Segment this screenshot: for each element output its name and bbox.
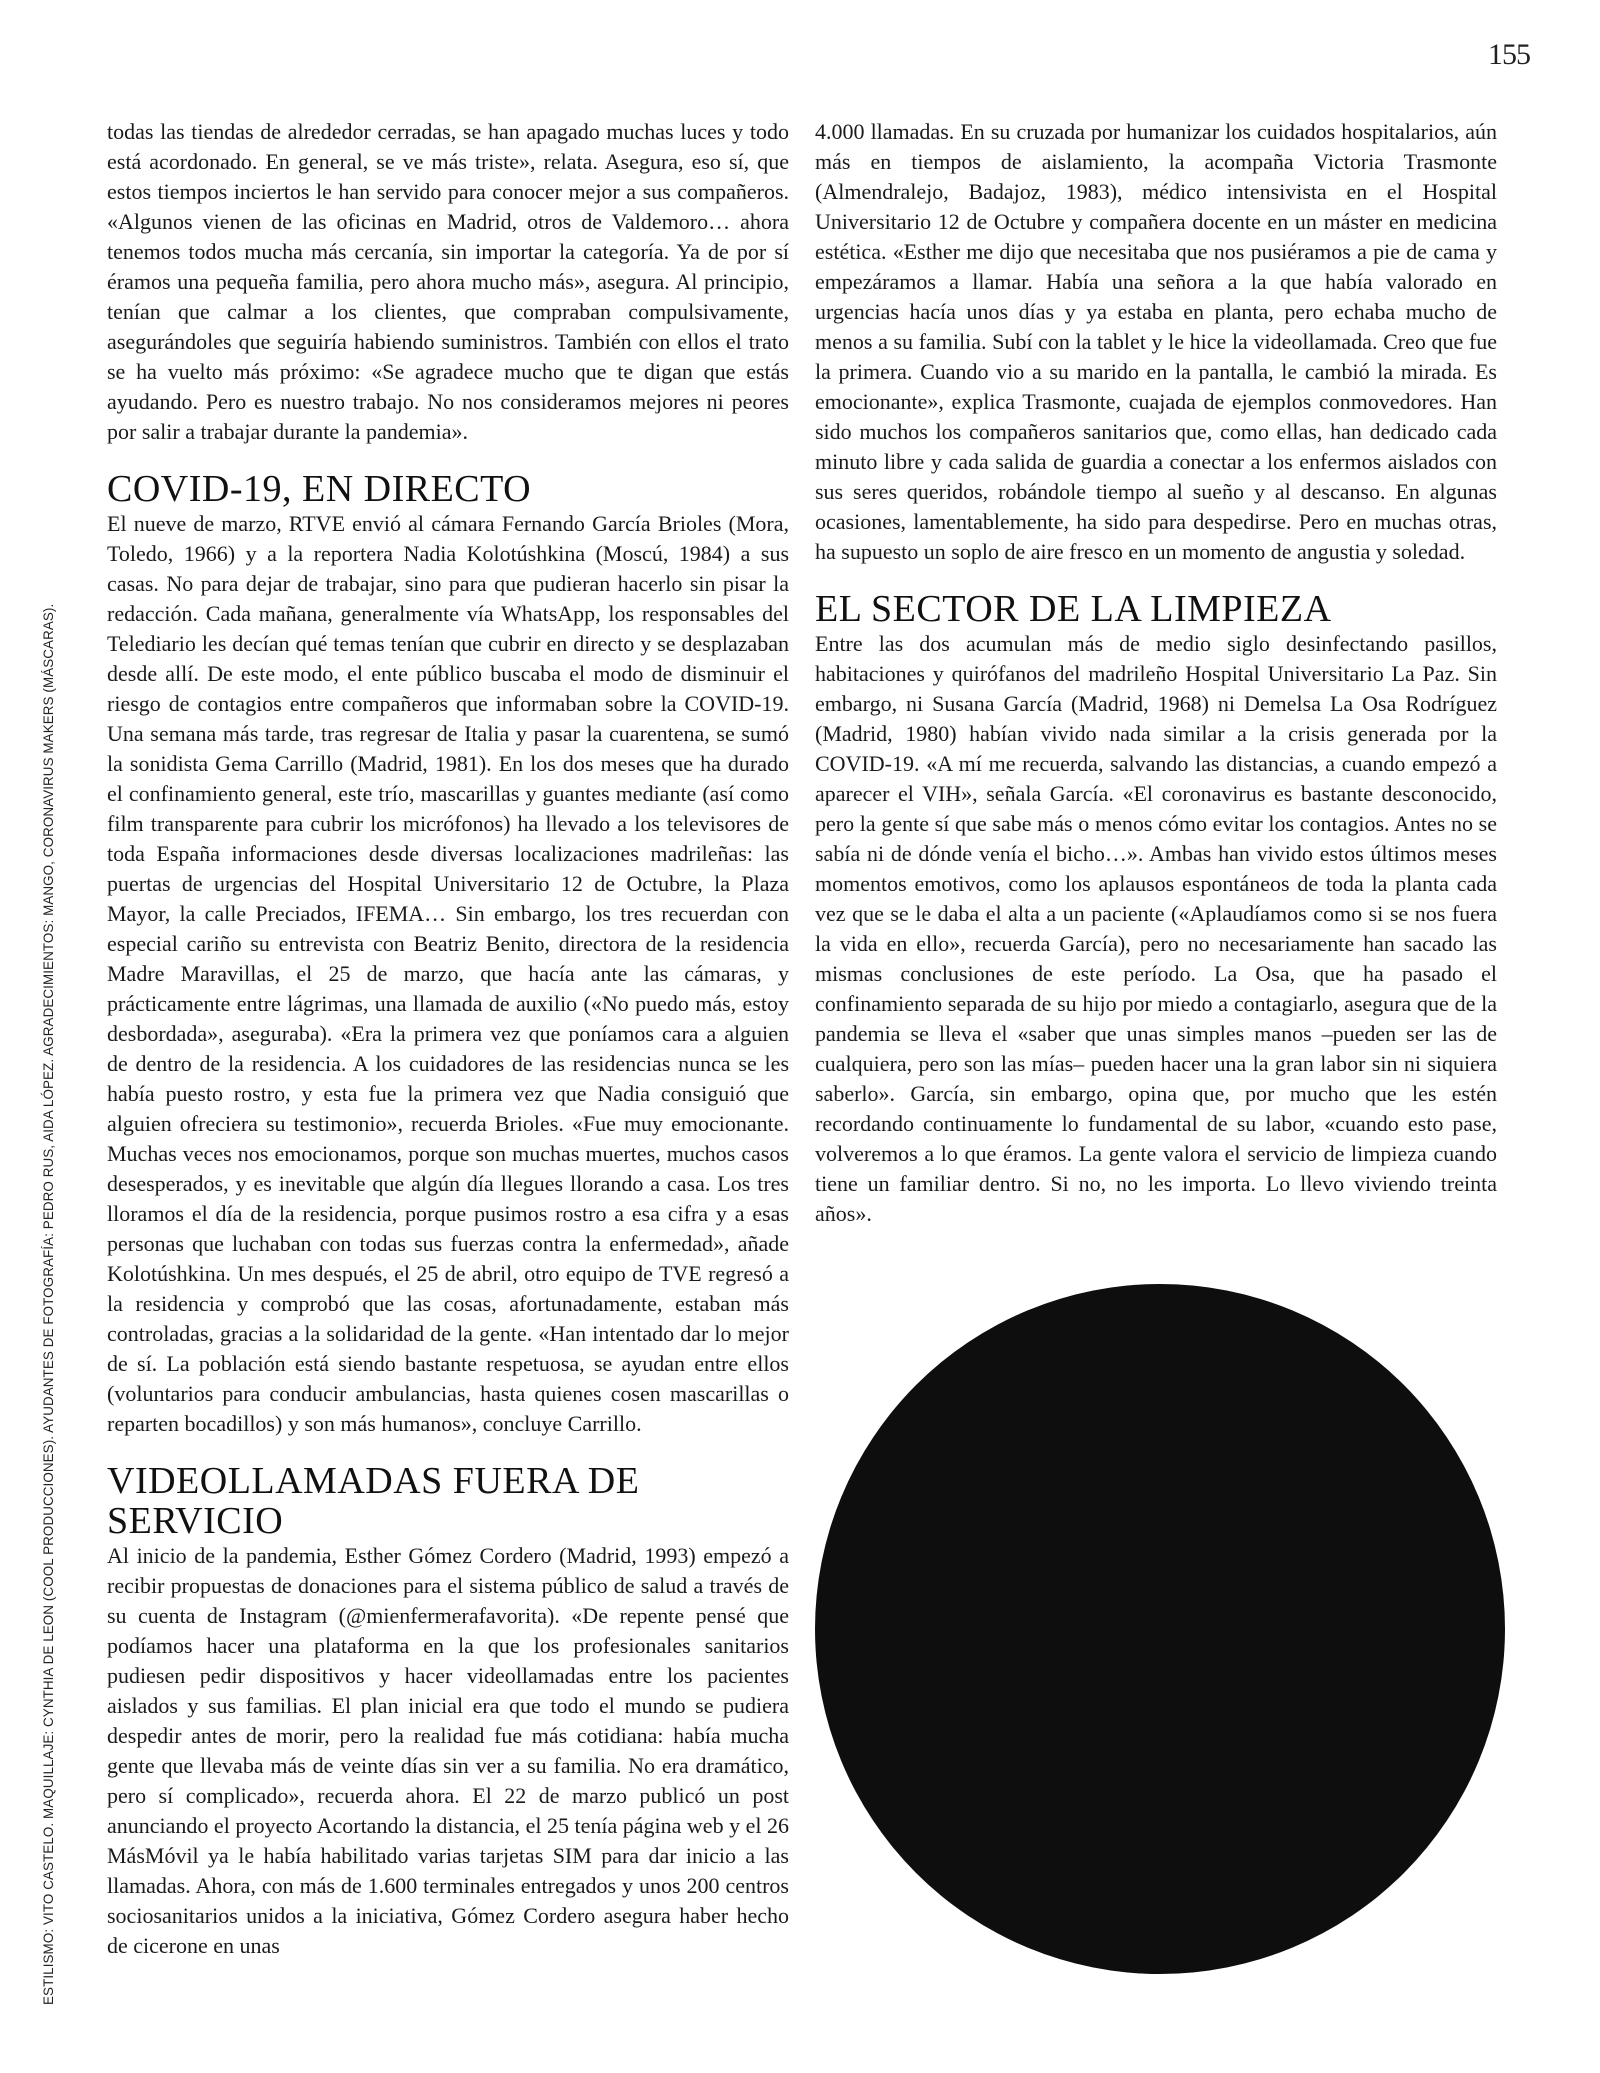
limpieza-paragraph: Entre las dos acumulan más de medio siglo desinfectando pasillos, habitaciones y quirófanos del madrileño Hospital Universitario La Paz. Sin embargo, ni Susana García (Madrid, 1968) ni Demelsa La Osa Rodríguez (Madrid, 1980) habían vivido nada similar a la crisis generada por la COVID-19. «A mí me recuerda, salvando las distancias, a cuando empezó a aparecer el VIH», señala García. «El coronavirus es bastante desconocido, pero la gente sí que sabe más o menos cómo evitar los contagios. Antes no se sabía ni de dónde venía el bicho…». Ambas han vivido estos últimos meses momentos emotivos, como los aplausos espontáneos de toda la planta cada vez que se le daba el alta a un paciente («Aplaudíamos como si se nos fuera la vida en ello», recuerda García), pero no necesariamente han sacado las mismas conclusiones de este período. La Osa, que ha pasado el confinamiento separada de su hijo por miedo a contagiarlo, asegura que de la pandemia se lleva el «saber que unas simples manos –pueden ser las de cualquiera, pero son las mías– pueden hacer una la gran labor sin ni siquiera saberlo». García, sin embargo, opina que, por mucho que les estén recordando continuamente lo fundamental de su labor, «cuando esto pase, volveremos a lo que éramos. La gente valora el servicio de limpieza cuando tiene un familiar dentro. Si no, no les importa. Lo llevo viviendo treinta años». bbox=[815, 631, 1497, 1226]
heading-videollamadas: VIDEOLLAMADAS FUERA DE SERVICIO bbox=[107, 1460, 640, 1542]
videollamadas-paragraph: Al inicio de la pandemia, Esther Gómez Cordero (Madrid, 1993) empezó a recibir propuestas de donaciones para el sistema público de salud a través de su cuenta de Instagram (@mienfermerafavorita). «De repente pensé que podíamos hacer una plataforma en la que los profesionales sanitarios pudiesen pedir dispositivos y hacer videollamadas entre los pacientes aislados y sus familias. El plan inicial era que todo el mundo se pudiera despedir antes de morir, pero la realidad fue más cotidiana: había mucha gente que llevaba más de veinte días sin ver a su familia. No era dramático, pero sí complicado», recuerda ahora. El 22 de marzo publicó un post anunciando el proyecto Acortando la distancia, el 25 tenía página web y el 26 MásMóvil ya le había habilitado varias tarjetas SIM para dar inicio a las llamadas. Ahora, con más de 1.600 terminales entregados y unos 200 centros sociosanitarios unidos a la iniciativa, Gómez Cordero asegura haber hecho de cicerone en unas bbox=[107, 1543, 789, 1958]
photo-credits: ESTILISMO: VITO CASTELO. MAQUILLAJE: CYNTHIA DE LEON (COOL PRODUCCIONES). AYUDANTES DE FOTOGRAFÍA: PEDRO RUS, AIDA LÓPEZ. AGRADECIMIENTOS: MANGO, CORONAVIRUS MAKERS (MÁSCARAS). bbox=[41, 603, 56, 2005]
page-number: 155 bbox=[1488, 38, 1530, 71]
right-column bbox=[815, 117, 1497, 1229]
intro-paragraph: todas las tiendas de alrededor cerradas, se han apagado muchas luces y todo está acordonado. En general, se ve más triste», relata. Asegura, eso sí, que estos tiempos inciertos le han servido para conocer mejor a sus compañeros. «Algunos vienen de las oficinas en Madrid, otros de Valdemoro… ahora tenemos todos mucha más cercanía, sin importar la categoría. Ya de por sí éramos una pequeña familia, pero ahora mucho más», asegura. Al principio, tenían que calmar a los clientes, que compraban compulsivamente, asegurándoles que seguiría habiendo suministros. También con ellos el trato se ha vuelto más próximo: «Se agradece mucho que te digan que estás ayudando. Pero es nuestro trabajo. No nos consideramos mejores ni peores por salir a trabajar durante la pandemia». bbox=[107, 119, 789, 444]
black-circle-graphic bbox=[815, 1284, 1505, 1974]
covid-paragraph: El nueve de marzo, RTVE envió al cámara Fernando García Brioles (Mora, Toledo, 1966) y a la reportera Nadia Kolotúshkina (Moscú, 1984) a sus casas. No para dejar de trabajar, sino para que pudieran hacerlo sin pisar la redacción. Cada mañana, generalmente vía WhatsApp, los responsables del Telediario les decían qué temas tenían que cubrir en directo y se desplazaban desde allí. De este modo, el ente público buscaba el modo de disminuir el riesgo de contagios entre compañeros que informaban sobre la COVID-19. Una semana más tarde, tras regresar de Italia y pasar la cuarentena, se sumó la sonidista Gema Carrillo (Madrid, 1981). En los dos meses que ha durado el confinamiento general, este trío, mascarillas y guantes mediante (así como film transparente para cubrir los micrófonos) ha llevado a los televisores de toda España informaciones desde diversas localizaciones madrileñas: las puertas de urgencias del Hospital Universitario 12 de Octubre, la Plaza Mayor, la calle Preciados, IFEMA… Sin embargo, los tres recuerdan con especial cariño su entrevista con Beatriz Benito, directora de la residencia Madre Maravillas, el 25 de marzo, que hacía ante las cámaras, y prácticamente entre lágrimas, una llamada de auxilio («No puedo más, estoy desbordada», aseguraba). «Era la primera vez que poníamos cara a alguien de dentro de la residencia. A los cuidadores de las residencias nunca se les había puesto rostro, y esta fue la primera vez que Nadia consiguió que alguien ofreciera su testimonio», recuerda Brioles. «Fue muy emocionante. Muchas veces nos emocionamos, porque son muchas muertes, muchos casos desesperados, y es inevitable que algún día llegues llorando a casa. Los tres lloramos el día de la residencia, porque pusimos rostro a esa cifra y a esas personas que luchaban con todas sus fuerzas contra la enfermedad», añade Kolotúshkina. Un mes después, el 25 de abril, otro equipo de TVE regresó a la residencia y comprobó que las cosas, afortunadamente, estaban más controladas, gracias a la solidaridad de la gente. «Han intentado dar lo mejor de sí. La población está siendo bastante respetuosa, se ayudan entre ellos (voluntarios para conducir ambulancias, hasta quienes cosen mascarillas o reparten bocadillos) y son más humanos», concluye Carrillo. bbox=[107, 511, 789, 1436]
heading-sector-limpieza: EL SECTOR DE LA LIMPIEZA bbox=[815, 588, 1332, 630]
left-column bbox=[107, 117, 789, 1961]
heading-covid-en-directo: COVID-19, EN DIRECTO bbox=[107, 468, 532, 510]
continuation-paragraph: 4.000 llamadas. En su cruzada por humanizar los cuidados hospitalarios, aún más en tiempos de aislamiento, la acompaña Victoria Trasmonte (Almendralejo, Badajoz, 1983), médico intensivista en el Hospital Universitario 12 de Octubre y compañera docente en un máster en medicina estética. «Esther me dijo que necesitaba que nos pusiéramos a pie de cama y empezáramos a llamar. Había una señora a la que había valorado en urgencias hacía unos días y ya estaba en planta, pero echaba mucho de menos a su familia. Subí con la tablet y le hice la videollamada. Creo que fue la primera. Cuando vio a su marido en la pantalla, le cambió la mirada. Es emocionante», explica Trasmonte, cuajada de ejemplos conmovedores. Han sido muchos los compañeros sanitarios que, como ellas, han dedicado cada minuto libre y cada salida de guardia a conectar a los enfermos aislados con sus seres queridos, robándole tiempo al sueño y al descanso. En algunas ocasiones, lamentablemente, ha sido para despedirse. Pero en muchas otras, ha supuesto un soplo de aire fresco en un momento de angustia y soledad. bbox=[815, 119, 1497, 564]
